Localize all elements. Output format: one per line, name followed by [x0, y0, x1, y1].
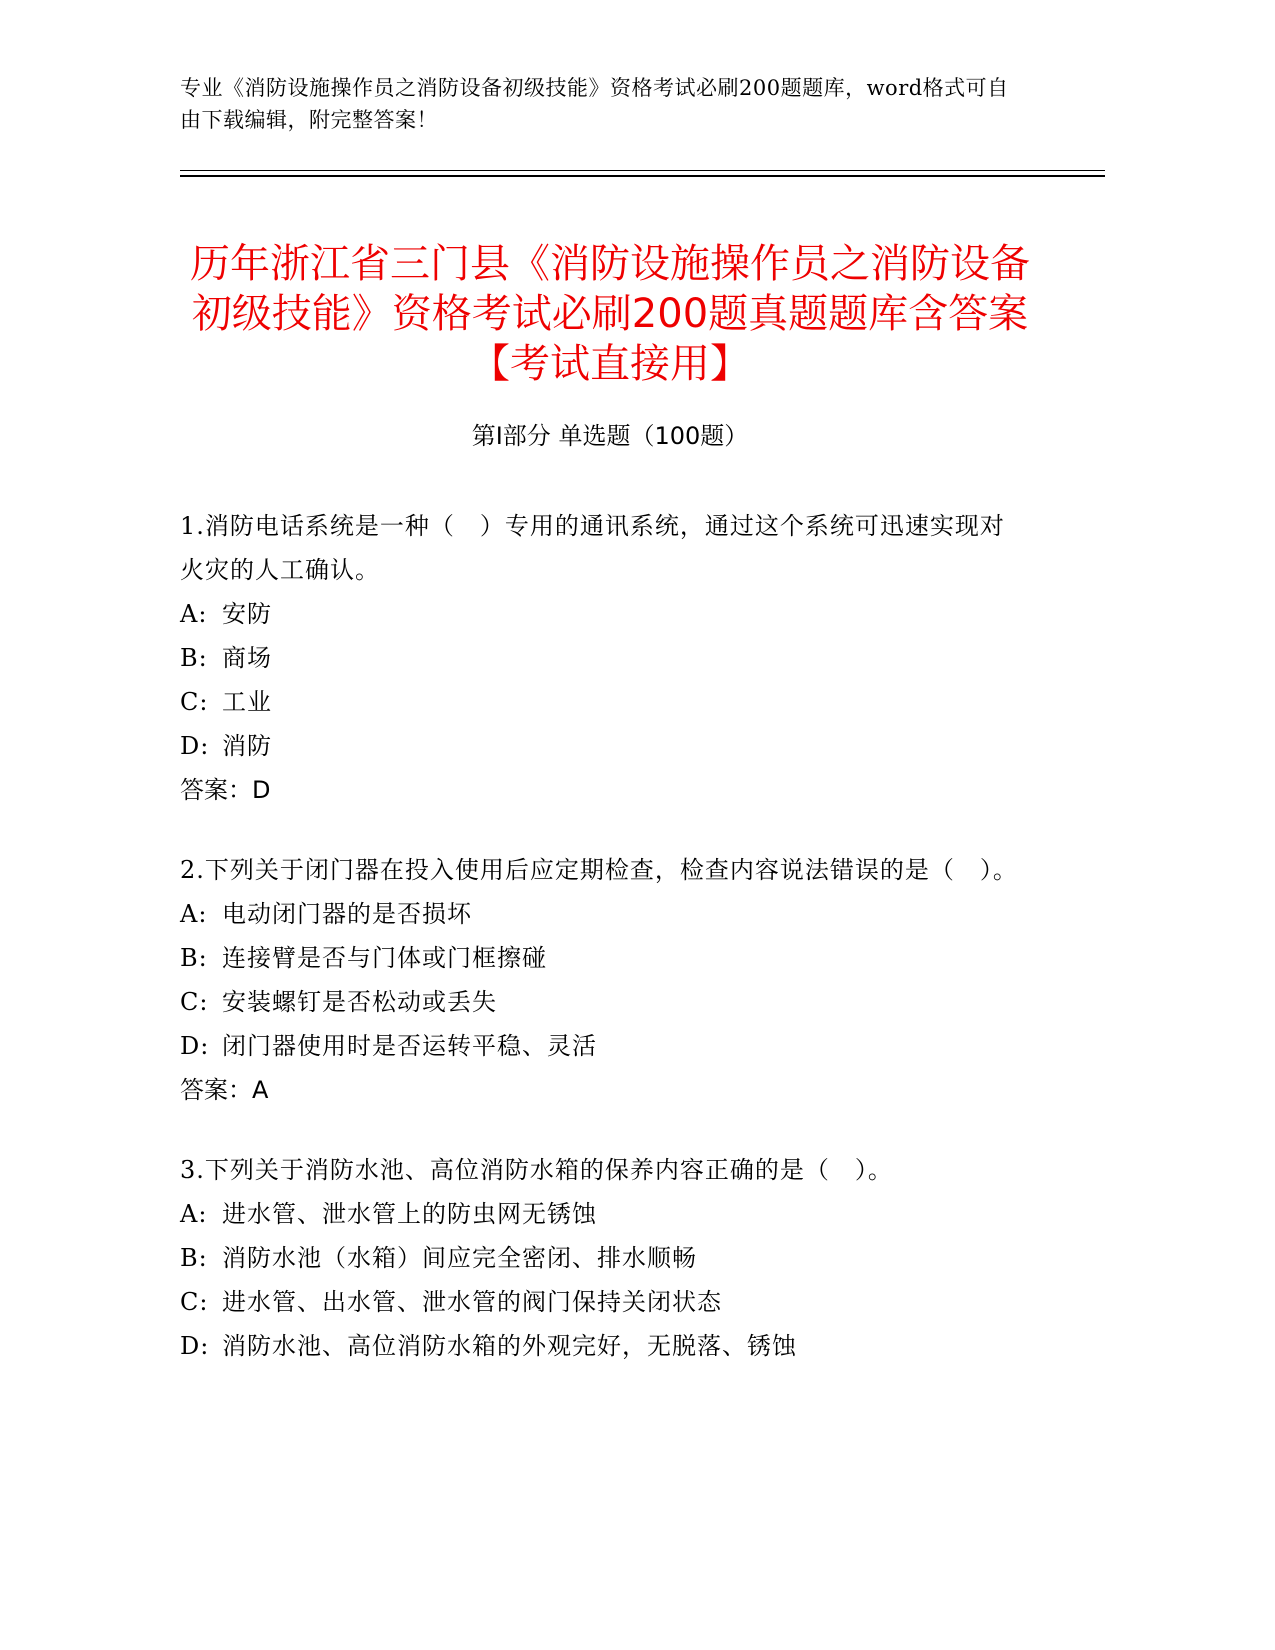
option-key: D:: [180, 1332, 210, 1360]
header-rule-thick: [180, 175, 1105, 177]
option-key: C:: [180, 1288, 209, 1316]
option-text: 安防: [222, 600, 272, 628]
option-text: 消防: [222, 732, 272, 760]
option-key: B:: [180, 1244, 208, 1272]
option-key: C:: [180, 688, 209, 716]
option-a: [180, 892, 1020, 936]
question-3: [180, 1148, 1020, 1368]
option-d: [180, 1024, 1020, 1068]
option-text: 消防水池（水箱）间应完全密闭、排水顺畅: [222, 1244, 697, 1272]
question-2: [180, 848, 1020, 1112]
option-a: [180, 1192, 1020, 1236]
option-key: B:: [180, 944, 208, 972]
question-text: 1.消防电话系统是一种（ ）专用的通讯系统，通过这个系统可迅速实现对火灾的人工确认。: [180, 512, 1005, 584]
option-c: [180, 1280, 1020, 1324]
option-text: 消防水池、高位消防水箱的外观完好，无脱落、锈蚀: [222, 1332, 797, 1360]
option-text: 连接臂是否与门体或门框擦碰: [222, 944, 547, 972]
option-b: [180, 936, 1020, 980]
question-text: 3.下列关于消防水池、高位消防水箱的保养内容正确的是（ ）。: [180, 1156, 893, 1184]
option-text: 工业: [222, 688, 272, 716]
option-text: 进水管、出水管、泄水管的阀门保持关闭状态: [222, 1288, 722, 1316]
option-text: 商场: [222, 644, 272, 672]
option-key: C:: [180, 988, 209, 1016]
option-key: D:: [180, 1032, 210, 1060]
option-key: D:: [180, 732, 210, 760]
answer-line: 答案：D: [180, 776, 271, 804]
option-c: [180, 680, 1020, 724]
option-text: 闭门器使用时是否运转平稳、灵活: [222, 1032, 597, 1060]
document-title: 历年浙江省三门县《消防设施操作员之消防设备初级技能》资格考试必刷200题真题题库含答案【考试直接用】: [190, 240, 1030, 387]
option-key: B:: [180, 644, 208, 672]
option-b: [180, 636, 1020, 680]
question-list: [180, 504, 1020, 1404]
option-a: [180, 592, 1020, 636]
option-d: [180, 1324, 1020, 1368]
option-key: A:: [180, 1200, 208, 1228]
header-rule-thin: [180, 170, 1105, 171]
option-d: [180, 724, 1020, 768]
option-c: [180, 980, 1020, 1024]
option-key: A:: [180, 900, 208, 928]
option-text: 进水管、泄水管上的防虫网无锈蚀: [222, 1200, 597, 1228]
option-text: 电动闭门器的是否损坏: [222, 900, 472, 928]
question-text: 2.下列关于闭门器在投入使用后应定期检查，检查内容说法错误的是（ ）。: [180, 856, 1018, 884]
header-note: 专业《消防设施操作员之消防设备初级技能》资格考试必刷200题题库，word格式可自由下载编辑，附完整答案！: [180, 76, 1009, 132]
answer-line: 答案：A: [180, 1076, 269, 1104]
option-text: 安装螺钉是否松动或丢失: [222, 988, 497, 1016]
section-title: 第Ⅰ部分 单选题（100题）: [471, 422, 749, 450]
option-b: [180, 1236, 1020, 1280]
option-key: A:: [180, 600, 208, 628]
question-1: [180, 504, 1020, 812]
